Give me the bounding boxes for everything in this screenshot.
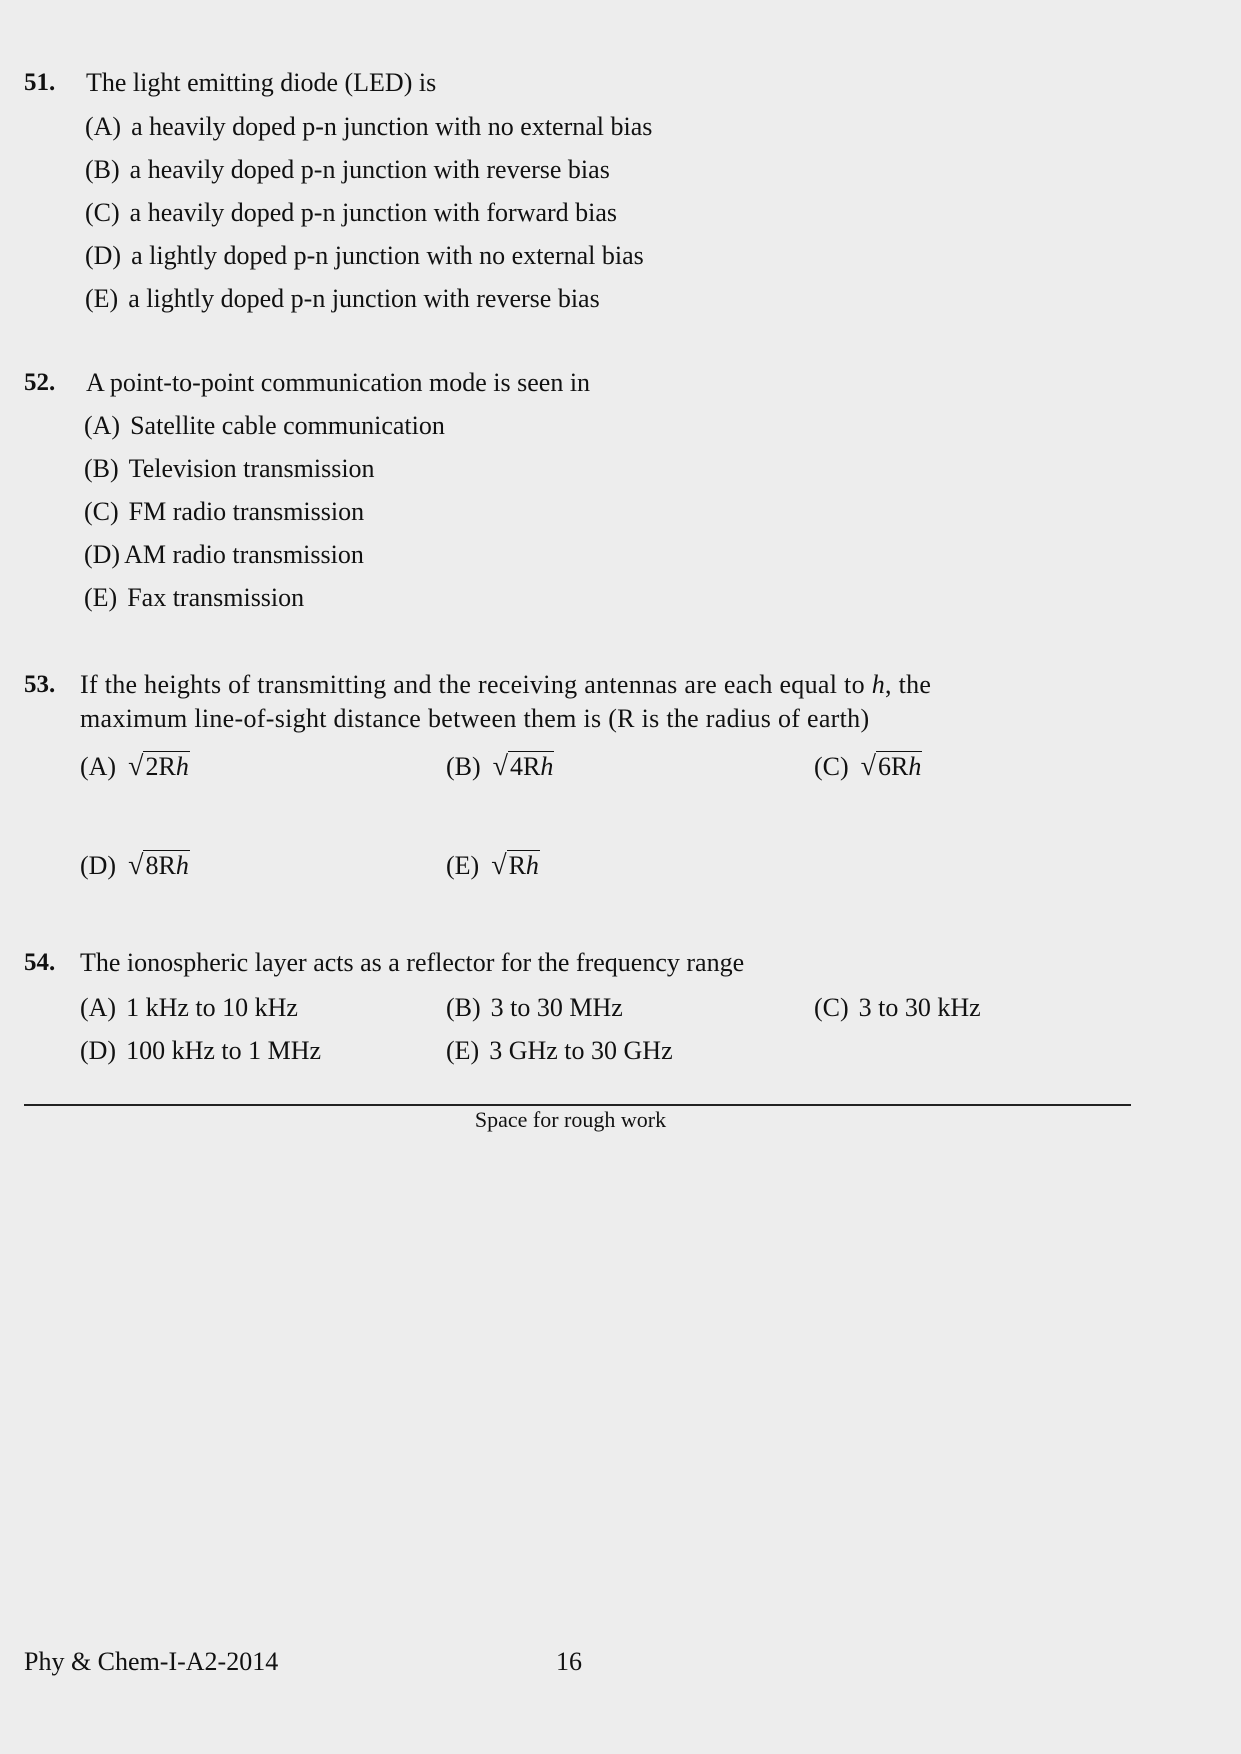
option-d bbox=[84, 538, 364, 572]
question-text bbox=[80, 668, 1150, 736]
option-text: a lightly doped p-n junction with no external bias bbox=[131, 241, 644, 270]
variable-expression: Rh bbox=[523, 752, 554, 781]
paper-code: Phy & Chem-I-A2-2014 bbox=[24, 1647, 279, 1676]
option-b bbox=[446, 750, 554, 784]
question-number: 52. bbox=[24, 369, 56, 396]
sqrt-expression bbox=[859, 750, 923, 784]
option-label: (B) bbox=[446, 993, 481, 1022]
radicand bbox=[876, 751, 922, 782]
option-label: (B) bbox=[446, 752, 481, 781]
option-text: a heavily doped p-n junction with no external bias bbox=[131, 112, 653, 141]
option-label: (C) bbox=[85, 198, 120, 227]
variable-expression: Rh bbox=[158, 851, 189, 880]
option-text: Satellite cable communication bbox=[130, 411, 445, 440]
question-text: The light emitting diode (LED) is bbox=[86, 68, 437, 97]
question-text: The ionospheric layer acts as a reflector for the frequency range bbox=[80, 948, 745, 977]
option-d bbox=[80, 1034, 321, 1068]
option-label: (C) bbox=[814, 752, 849, 781]
option-c bbox=[85, 196, 617, 230]
sqrt-expression bbox=[489, 849, 540, 883]
option-label: (D) bbox=[85, 241, 122, 270]
option-label: (A) bbox=[85, 112, 122, 141]
coefficient: 8 bbox=[145, 851, 159, 880]
rough-work-label: Space for rough work bbox=[474, 1107, 667, 1132]
radical-sign-icon: √ bbox=[128, 751, 144, 782]
option-a bbox=[80, 991, 298, 1025]
option-label: (A) bbox=[84, 411, 121, 440]
option-label: (B) bbox=[85, 155, 120, 184]
question-text: A point-to-point communication mode is seen in bbox=[86, 368, 591, 397]
option-c bbox=[814, 991, 981, 1025]
option-text: AM radio transmission bbox=[124, 540, 364, 569]
option-b bbox=[446, 991, 623, 1025]
option-d bbox=[85, 239, 644, 273]
coefficient: 2 bbox=[145, 752, 159, 781]
option-c bbox=[814, 750, 922, 784]
option-text: a lightly doped p-n junction with reverse bias bbox=[128, 284, 600, 313]
option-label: (D) bbox=[80, 1036, 117, 1065]
option-text: Fax transmission bbox=[127, 583, 305, 612]
option-e bbox=[85, 282, 600, 316]
option-b bbox=[85, 153, 610, 187]
radicand bbox=[143, 850, 189, 881]
option-text: FM radio transmission bbox=[128, 497, 365, 526]
radicand bbox=[507, 850, 540, 881]
page-number: 16 bbox=[556, 1647, 582, 1676]
option-text: a heavily doped p-n junction with reverse bias bbox=[129, 155, 610, 184]
question-number: 54. bbox=[24, 949, 56, 976]
sqrt-expression bbox=[126, 849, 190, 883]
radical-sign-icon: √ bbox=[492, 751, 509, 782]
radical-sign-icon: √ bbox=[860, 751, 877, 782]
option-text: 3 GHz to 30 GHz bbox=[489, 1036, 673, 1065]
radicand bbox=[508, 751, 554, 782]
option-text: 3 to 30 MHz bbox=[490, 993, 623, 1022]
option-c bbox=[84, 495, 364, 529]
radical-sign-icon: √ bbox=[491, 850, 507, 881]
variable-expression: Rh bbox=[891, 752, 922, 781]
option-label: (C) bbox=[814, 993, 849, 1022]
option-e bbox=[84, 581, 304, 615]
radical-sign-icon: √ bbox=[128, 850, 144, 881]
sqrt-expression bbox=[126, 750, 190, 784]
option-label: (E) bbox=[84, 583, 118, 612]
option-a bbox=[84, 409, 445, 443]
variable-expression: Rh bbox=[158, 752, 189, 781]
option-a bbox=[80, 750, 190, 784]
option-e bbox=[446, 1034, 673, 1068]
question-text-line-1: If the heights of transmitting and the receiving antennas are each equal to h, the bbox=[80, 670, 932, 699]
option-text: 1 kHz to 10 kHz bbox=[126, 993, 298, 1022]
option-label: (E) bbox=[446, 1036, 480, 1065]
question-number: 53. bbox=[24, 671, 56, 698]
option-text: 3 to 30 kHz bbox=[858, 993, 981, 1022]
option-label: (A) bbox=[80, 752, 117, 781]
option-label: (D) bbox=[84, 540, 121, 569]
option-label: (D) bbox=[80, 851, 117, 880]
option-a bbox=[85, 110, 652, 144]
coefficient: 6 bbox=[878, 752, 892, 781]
option-label: (A) bbox=[80, 993, 117, 1022]
question-text-line-2: maximum line-of-sight distance between them is (R is the radius of earth) bbox=[80, 704, 870, 733]
option-label: (C) bbox=[84, 497, 119, 526]
variable-expression: Rh bbox=[508, 851, 539, 880]
radicand bbox=[143, 751, 189, 782]
sqrt-expression bbox=[491, 750, 555, 784]
option-label: (E) bbox=[446, 851, 480, 880]
option-label: (E) bbox=[85, 284, 119, 313]
option-e bbox=[446, 849, 540, 883]
option-b bbox=[84, 452, 375, 486]
question-number: 51. bbox=[24, 69, 56, 96]
option-label: (B) bbox=[84, 454, 119, 483]
option-text: 100 kHz to 1 MHz bbox=[126, 1036, 322, 1065]
option-text: Television transmission bbox=[128, 454, 375, 483]
option-d bbox=[80, 849, 190, 883]
option-text: a heavily doped p-n junction with forward bias bbox=[129, 198, 618, 227]
coefficient: 4 bbox=[510, 752, 524, 781]
